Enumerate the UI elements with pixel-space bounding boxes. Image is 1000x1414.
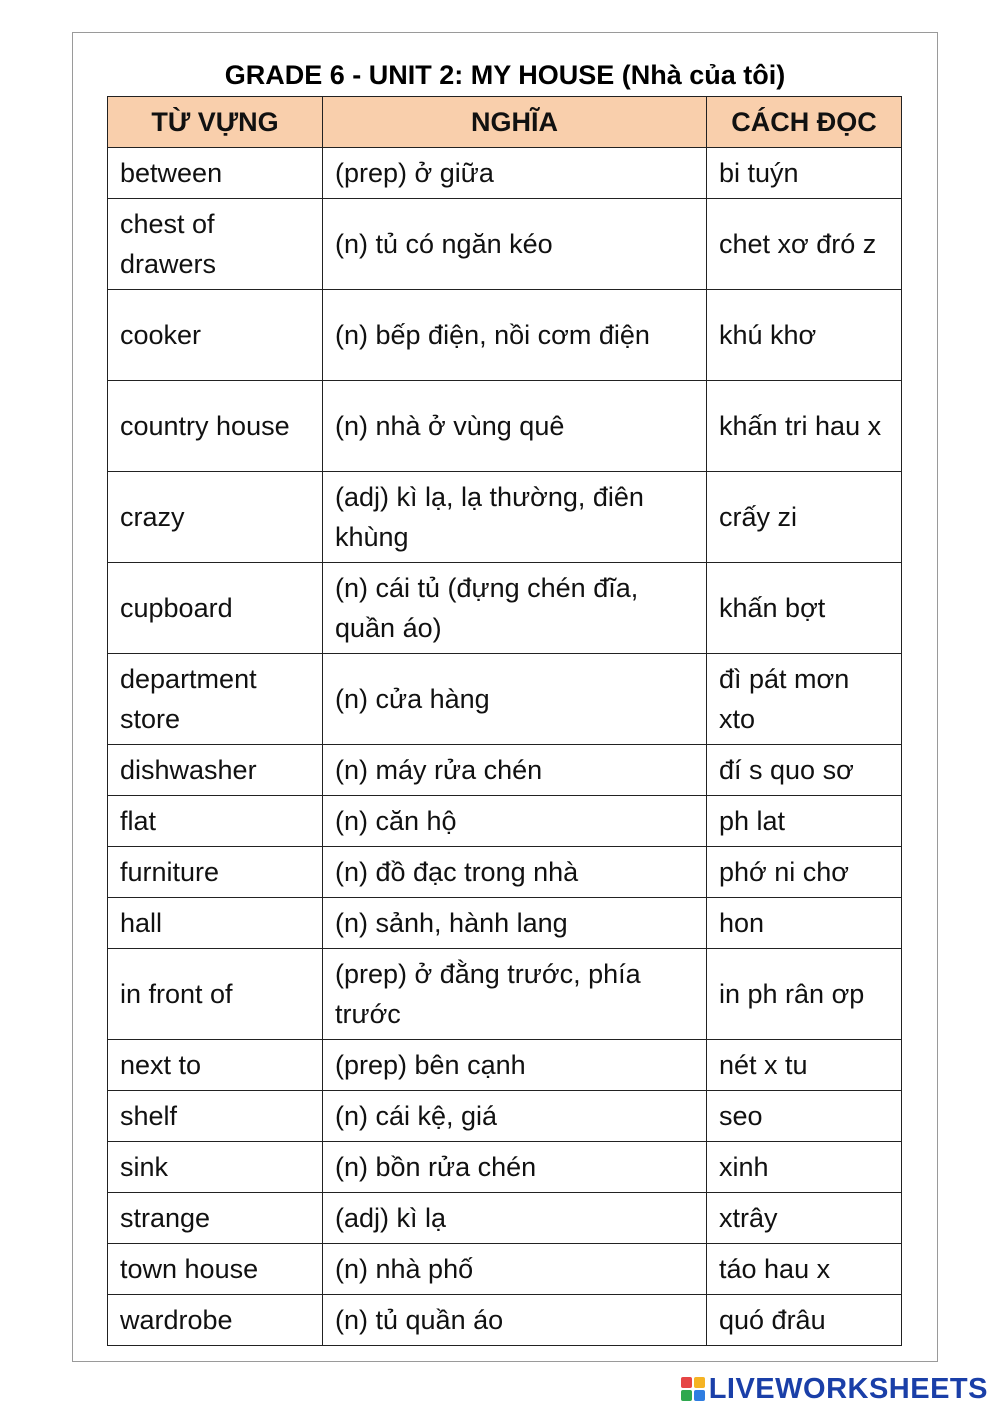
word-cell: strange [108,1193,323,1244]
word-cell: shelf [108,1091,323,1142]
word-cell: cooker [108,290,323,381]
table-row [108,745,902,796]
table-row [108,654,902,745]
table-row [108,796,902,847]
pronunciation-cell: khú khơ [707,290,902,381]
pronunciation-cell: xinh [707,1142,902,1193]
table-row [108,1040,902,1091]
pronunciation-cell: khấn bợt [707,563,902,654]
logo-text: LIVEWORKSHEETS [708,1372,988,1405]
word-cell: wardrobe [108,1295,323,1346]
pronunciation-cell: quó đrâu [707,1295,902,1346]
word-cell: country house [108,381,323,472]
word-cell: sink [108,1142,323,1193]
word-cell: flat [108,796,323,847]
meaning-cell: (n) bếp điện, nồi cơm điện [323,290,707,381]
meaning-cell: (n) cửa hàng [323,654,707,745]
meaning-cell: (n) căn hộ [323,796,707,847]
pronunciation-cell: bi tuýn [707,148,902,199]
meaning-cell: (n) máy rửa chén [323,745,707,796]
pronunciation-cell: crấy zi [707,472,902,563]
table-row [108,472,902,563]
column-header-meaning: NGHĨA [323,97,707,148]
vocabulary-table [107,96,902,1346]
pronunciation-cell: seo [707,1091,902,1142]
meaning-cell: (prep) ở đằng trước, phía trước [323,949,707,1040]
table-row [108,949,902,1040]
pronunciation-cell: táo hau x [707,1244,902,1295]
table-row [108,1091,902,1142]
table-row [108,1244,902,1295]
table-row [108,148,902,199]
meaning-cell: (n) cái tủ (đựng chén đĩa, quần áo) [323,563,707,654]
pronunciation-cell: hon [707,898,902,949]
pronunciation-cell: xtrây [707,1193,902,1244]
pronunciation-cell: phớ ni chơ [707,847,902,898]
word-cell: between [108,148,323,199]
table-row [108,1295,902,1346]
meaning-cell: (prep) bên cạnh [323,1040,707,1091]
meaning-cell: (n) tủ quần áo [323,1295,707,1346]
pronunciation-cell: chet xơ đró z [707,199,902,290]
meaning-cell: (n) tủ có ngăn kéo [323,199,707,290]
meaning-cell: (prep) ở giữa [323,148,707,199]
table-row [108,1142,902,1193]
pronunciation-cell: ph lat [707,796,902,847]
word-cell: dishwasher [108,745,323,796]
table-row [108,381,902,472]
meaning-cell: (n) sảnh, hành lang [323,898,707,949]
meaning-cell: (n) bồn rửa chén [323,1142,707,1193]
meaning-cell: (adj) kì lạ, lạ thường, điên khùng [323,472,707,563]
meaning-cell: (n) cái kệ, giá [323,1091,707,1142]
meaning-cell: (n) nhà ở vùng quê [323,381,707,472]
meaning-cell: (n) đồ đạc trong nhà [323,847,707,898]
pronunciation-cell: khấn tri hau x [707,381,902,472]
meaning-cell: (n) nhà phố [323,1244,707,1295]
meaning-cell: (adj) kì lạ [323,1193,707,1244]
word-cell: crazy [108,472,323,563]
pronunciation-cell: nét x tu [707,1040,902,1091]
word-cell: cupboard [108,563,323,654]
liveworksheets-logo[interactable] [681,1374,988,1404]
table-row [108,199,902,290]
table-row [108,847,902,898]
word-cell: chest of drawers [108,199,323,290]
pronunciation-cell: in ph rân ơp [707,949,902,1040]
pronunciation-cell: đì pát mơn xto [707,654,902,745]
column-header-pronunciation: CÁCH ĐỌC [707,97,902,148]
pronunciation-cell: đí s quo sơ [707,745,902,796]
table-row [108,1193,902,1244]
column-header-word: TỪ VỰNG [108,97,323,148]
liveworksheets-logo-icon [681,1377,705,1401]
table-row [108,290,902,381]
table-row [108,563,902,654]
word-cell: town house [108,1244,323,1295]
table-header-row [108,97,902,148]
word-cell: next to [108,1040,323,1091]
word-cell: furniture [108,847,323,898]
word-cell: department store [108,654,323,745]
page-title: GRADE 6 - UNIT 2: MY HOUSE (Nhà của tôi) [224,60,786,90]
table-row [108,898,902,949]
word-cell: in front of [108,949,323,1040]
word-cell: hall [108,898,323,949]
